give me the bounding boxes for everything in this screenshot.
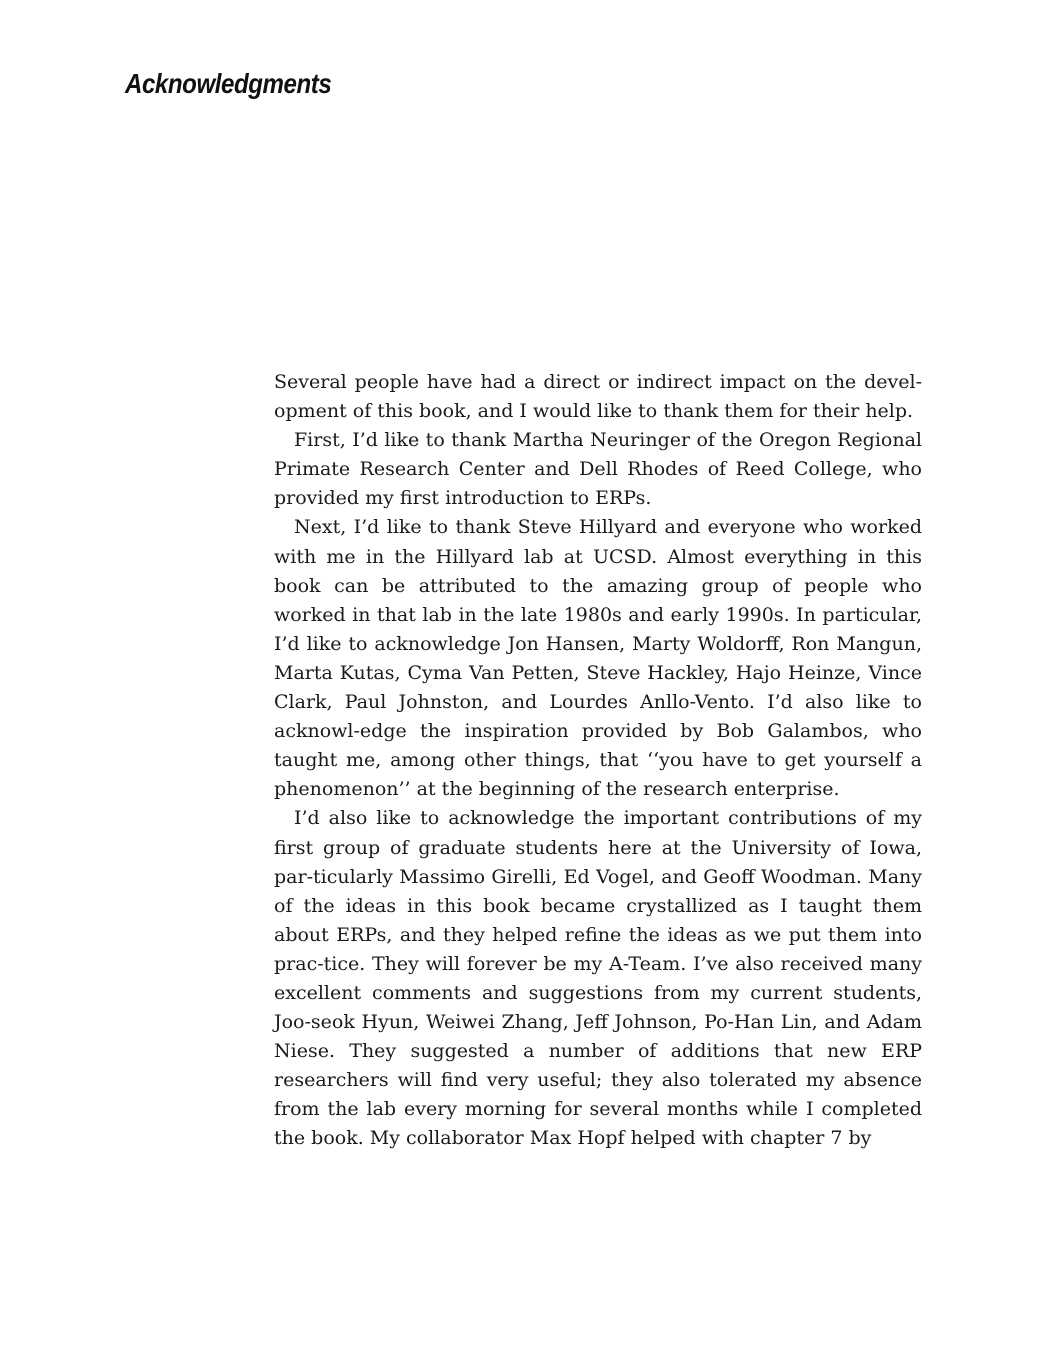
paragraph-3: Next, I’d like to thank Steve Hillyard and everyone who worked with me in the Hillyard lab at UCSD. Almost everything in this book can be attributed to the amazing group of people who worked in that lab in the late 1980s and early 1990s. In particular, I’d like to acknowledge Jon Hansen, Marty Woldorff, Ron Mangun, Marta Kutas, Cyma Van Petten, Steve Hackley, Hajo Heinze, Vince Clark, Paul Johnston, and Lourdes Anllo-Vento. I’d also like to acknowl-edge the inspiration provided by Bob Galambos, who taught me, among other things, that ‘‘you have to get yourself a phenomenon’’ at the beginning of the research enterprise. xyxy=(274,516,922,801)
body-text xyxy=(274,368,922,1154)
paragraph-4: I’d also like to acknowledge the important contributions of my first group of graduate students here at the University of Iowa, par-ticularly Massimo Girelli, Ed Vogel, and Geoff Woodman. Many of the ideas in this book became crystallized as I taught them about ERPs, and they helped refine the ideas as we put them into prac-tice. They will forever be my A-Team. I’ve also received many excellent comments and suggestions from my current students, Joo-seok Hyun, Weiwei Zhang, Jeff Johnson, Po-Han Lin, and Adam Niese. They suggested a number of additions that new ERP researchers will find very useful; they also tolerated my absence from the lab every morning for several months while I completed the book. My collaborator Max Hopf helped with chapter 7 by xyxy=(274,807,922,1150)
paragraph-1: Several people have had a direct or indirect impact on the devel-opment of this book, and I would like to thank them for their help. xyxy=(274,371,922,423)
page-heading: Acknowledgments xyxy=(125,68,332,99)
paragraph-2: First, I’d like to thank Martha Neuringer of the Oregon Regional Primate Research Center and Dell Rhodes of Reed College, who provided my first introduction to ERPs. xyxy=(274,429,922,510)
